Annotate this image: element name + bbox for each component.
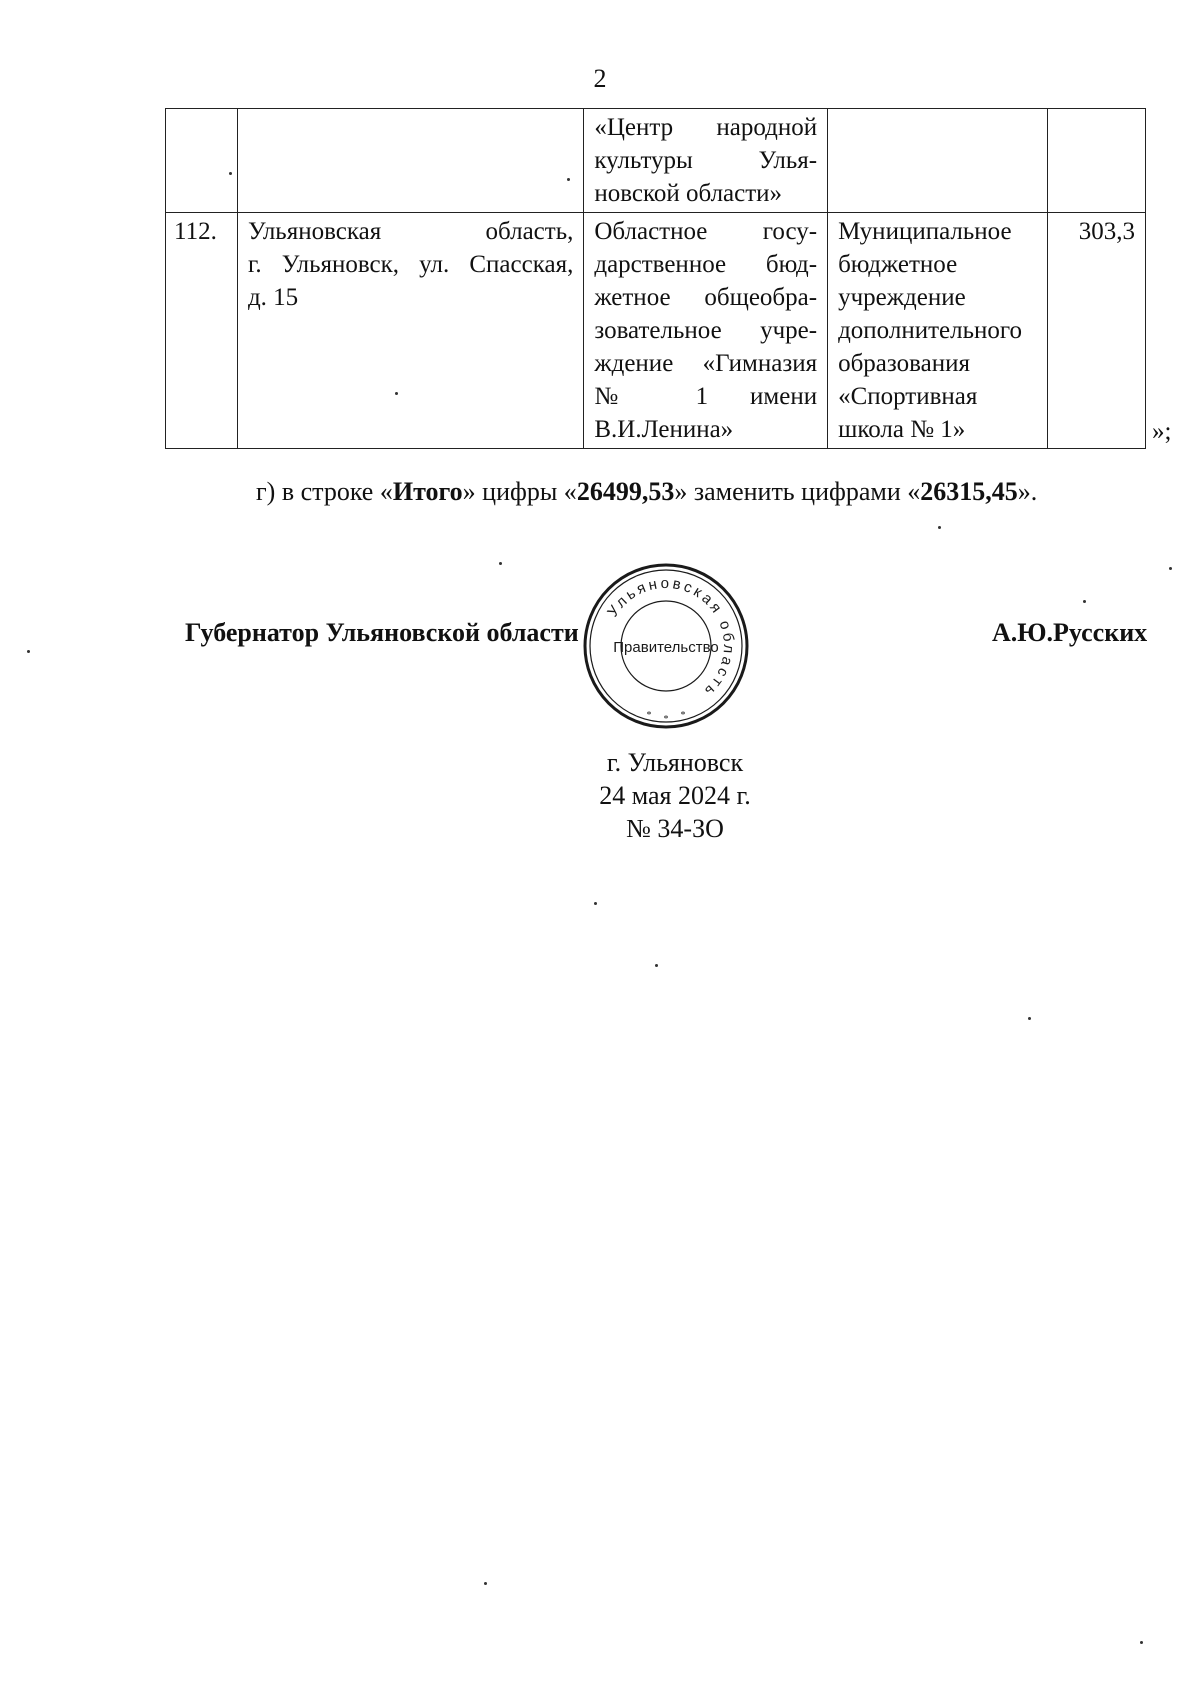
cell-line: ждение «Гимназия xyxy=(594,350,818,377)
cell-line: бюджетное xyxy=(838,251,958,278)
scan-speck xyxy=(938,526,941,529)
to-organization-cell xyxy=(828,109,1048,213)
cell-line: образования xyxy=(838,350,970,377)
scan-speck xyxy=(499,562,502,565)
from-organization-cell xyxy=(584,109,828,213)
cell-line: Областное госу- xyxy=(594,218,818,245)
seal-ring-text: Ульяновская область xyxy=(604,574,738,702)
issue-date: 24 мая 2024 г. xyxy=(599,781,751,810)
cell-line: дополнительного xyxy=(838,317,1022,344)
scan-speck xyxy=(395,392,398,395)
amendment-suffix: ». xyxy=(1017,477,1038,506)
issue-block xyxy=(0,746,1200,845)
scan-speck xyxy=(1028,1017,1031,1020)
cell-line: дарственное бюд- xyxy=(594,251,818,278)
amendment-old-value: 26499,53 xyxy=(576,477,675,506)
cell-line: Муниципальное xyxy=(838,218,1012,245)
seal-star-icon: * xyxy=(663,714,669,725)
issue-city: г. Ульяновск xyxy=(606,748,744,777)
amendment-prefix: г) в строке « xyxy=(256,477,393,506)
cell-line: новской области» xyxy=(594,180,783,207)
page-number: 2 xyxy=(593,64,607,93)
amendment-paragraph xyxy=(256,477,1037,507)
cell-line: Ульяновская область, xyxy=(247,218,574,245)
table-row xyxy=(166,213,1146,449)
cell-line: школа № 1» xyxy=(838,416,966,443)
issue-number: № 34-ЗО xyxy=(626,814,724,843)
area-cell: 303,3 xyxy=(1048,213,1146,449)
signer-name: А.Ю.Русских xyxy=(992,618,1148,647)
scan-speck xyxy=(27,650,30,653)
scan-speck xyxy=(655,964,658,967)
address-cell xyxy=(237,213,583,449)
seal-star-icon: * xyxy=(680,710,686,721)
scan-speck xyxy=(484,1582,487,1585)
cell-line: г. Ульяновск, ул. Спасская, xyxy=(247,251,574,278)
amendment-middle: » заменить цифрами « xyxy=(674,477,921,506)
amendment-middle: » цифры « xyxy=(462,477,577,506)
scan-speck xyxy=(1169,567,1172,570)
cell-line: жетное общеобра- xyxy=(594,284,818,311)
scan-speck xyxy=(229,172,232,175)
table-row xyxy=(166,109,1146,213)
amendment-row-label: Итого xyxy=(392,477,463,506)
row-number-cell: 112. xyxy=(166,213,238,449)
cell-line: В.И.Ленина» xyxy=(594,416,734,443)
cell-line: учреждение xyxy=(838,284,966,311)
seal-center-text: Правительство xyxy=(613,639,719,656)
scan-speck xyxy=(594,902,597,905)
signer-title: Губернатор Ульяновской области xyxy=(185,618,579,647)
seal-star-icon: * xyxy=(646,710,652,721)
scan-speck xyxy=(1140,1641,1143,1644)
table-closing-mark: »; xyxy=(1152,418,1172,445)
cell-line: № 1 имени xyxy=(594,383,818,410)
area-cell xyxy=(1048,109,1146,213)
cell-line: зовательное учре- xyxy=(594,317,818,344)
scan-speck xyxy=(1083,600,1086,603)
cell-line: «Центр народной xyxy=(594,114,818,141)
cell-line: культуры Улья- xyxy=(594,147,818,174)
official-seal-icon xyxy=(581,560,751,732)
cell-line: «Спортивная xyxy=(838,383,978,410)
row-number-cell xyxy=(166,109,238,213)
to-organization-cell xyxy=(828,213,1048,449)
address-cell xyxy=(237,109,583,213)
amendment-new-value: 26315,45 xyxy=(920,477,1018,506)
scan-speck xyxy=(567,178,570,181)
property-table xyxy=(165,108,1146,449)
cell-line: д. 15 xyxy=(247,284,299,311)
from-organization-cell xyxy=(584,213,828,449)
